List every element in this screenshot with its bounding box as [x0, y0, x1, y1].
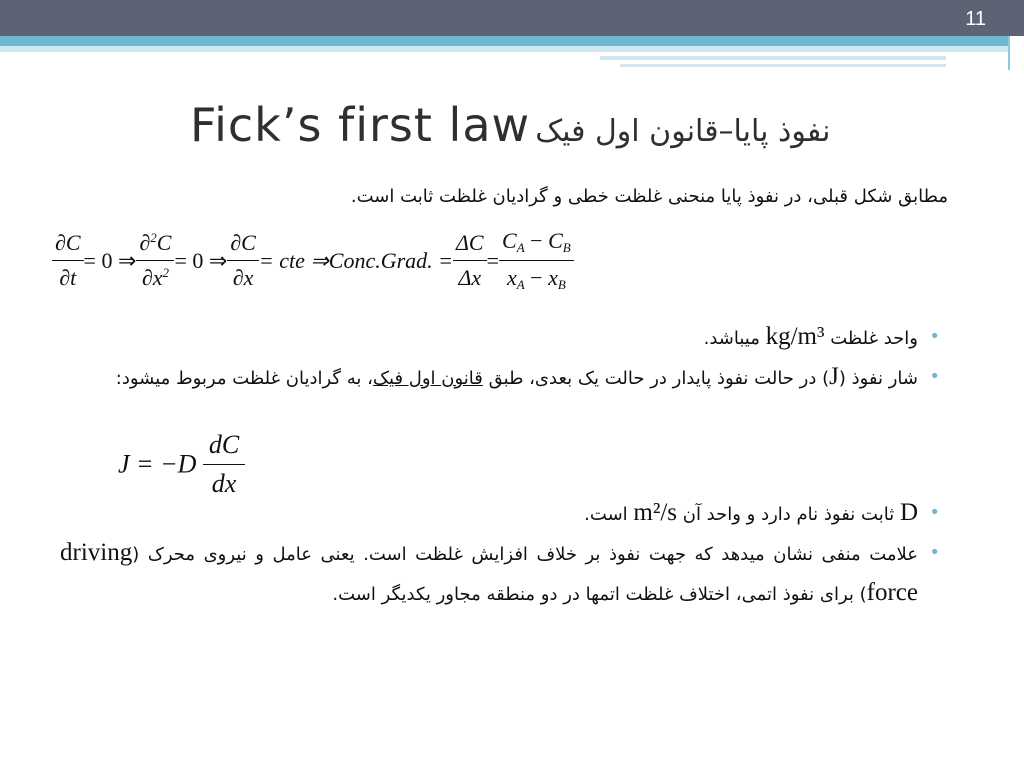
- fraction-denominator: ∂t: [59, 265, 77, 290]
- symbol-d: D: [899, 499, 918, 526]
- fraction-ca-cb-xa-xb: [499, 228, 574, 293]
- symbol-j: J: [829, 363, 839, 390]
- term-driving-force: driving force: [60, 539, 918, 606]
- bullet-dot-icon: •: [929, 326, 940, 347]
- fraction-numerator: ΔC: [453, 230, 487, 261]
- exponent: 2: [150, 230, 157, 245]
- minus-sign: −: [524, 228, 549, 253]
- fraction-numerator: [499, 228, 574, 261]
- minus-sign: −: [524, 265, 549, 290]
- fraction-delta-c-delta-x: [453, 230, 487, 291]
- header-thin-line: [600, 56, 946, 60]
- subscript: A: [516, 277, 525, 292]
- fick-law-link[interactable]: قانون اول فیک: [372, 368, 483, 389]
- unit-m2-s: m²/s: [633, 499, 677, 526]
- equals-zero-implies: = 0 ⇒: [83, 247, 137, 273]
- header-vertical-line: [1008, 36, 1010, 70]
- header-accent-band: [0, 36, 1008, 46]
- fraction-denominator: ∂x: [232, 265, 254, 290]
- bullet-text: علامت منفی نشان میدهد که جهت نفوذ بر خلاف افزایش غلظت است. یعنی عامل و نیروی محرک (: [132, 544, 918, 565]
- header-bar: [0, 0, 1024, 36]
- subscript: B: [557, 277, 566, 292]
- fraction-numerator: dC: [203, 430, 245, 465]
- equation-steady-state: [52, 228, 574, 293]
- bullet-list-top: [60, 318, 940, 398]
- exponent: 2: [162, 265, 169, 280]
- title-persian: نفوذ پایا–قانون اول فیک: [535, 114, 831, 149]
- equals-sign: =: [486, 247, 500, 273]
- bullet-text: ، به گرادیان غلظت مربوط میشود:: [115, 368, 373, 389]
- bullet-text: شار نفوذ (: [838, 368, 918, 389]
- fraction-denominator: [136, 261, 174, 291]
- variable-x: x: [548, 265, 558, 290]
- header-light-band: [0, 46, 1008, 52]
- intro-text: مطابق شکل قبلی، در نفوذ پایا منحنی غلظت خطی و گرادیان غلظت ثابت است.: [350, 186, 948, 207]
- fraction-denominator: dx: [211, 469, 237, 498]
- equals-constant-implies: = cte ⇒: [258, 247, 329, 273]
- unit-kg-m3: kg/m³: [765, 323, 825, 350]
- slide-number: 11: [965, 8, 986, 30]
- bullet-text: ) برای نفوذ اتمی، اختلاف غلظت اتمها در دو منطقه مجاور یکدیگر است.: [332, 584, 867, 605]
- title-english: Fick’s first law: [190, 98, 531, 152]
- subscript: A: [516, 240, 525, 255]
- variable-c: C: [502, 228, 517, 253]
- partial-symbol: ∂: [139, 230, 151, 255]
- bullet-item-diffusion-constant: [60, 494, 940, 534]
- equals-zero-implies-2: = 0 ⇒: [174, 247, 228, 273]
- fraction-denominator: [499, 261, 574, 293]
- bullet-dot-icon: •: [929, 542, 940, 563]
- bullet-text: واحد غلظت: [824, 328, 918, 349]
- fraction-dc-dt: [52, 230, 84, 291]
- bullet-list-bottom: [60, 494, 940, 614]
- bullet-text: ثابت نفوذ نام دارد و واحد آن: [677, 504, 900, 525]
- equation-fick-first-law: [118, 430, 245, 499]
- fraction-numerator: ∂C: [52, 230, 84, 261]
- fraction-denominator: Δx: [458, 265, 482, 290]
- bullet-item-unit: [60, 318, 940, 358]
- fraction-d2c-dx2: [136, 230, 174, 291]
- variable-c: C: [156, 230, 172, 255]
- fraction-numerator: [136, 230, 174, 261]
- concentration-gradient-label: Conc.Grad. =: [328, 247, 453, 273]
- fraction-dc-dx: [227, 230, 259, 291]
- variable-c: C: [548, 228, 563, 253]
- equation-lhs: J = −D: [118, 449, 197, 479]
- bullet-text: است.: [584, 504, 634, 525]
- slide-title: [190, 98, 970, 152]
- fraction-dc-dx-2: [203, 430, 245, 499]
- header-thin-line-2: [620, 64, 946, 67]
- bullet-item-negative-sign: [60, 534, 940, 614]
- bullet-dot-icon: •: [929, 366, 940, 387]
- fraction-numerator: ∂C: [227, 230, 259, 261]
- bullet-item-flux: [60, 358, 940, 398]
- bullet-text: ) در حالت نفوذ پایدار در حالت یک بعدی، طبق: [482, 368, 830, 389]
- bullet-text: میباشد.: [703, 328, 766, 349]
- subscript: B: [562, 240, 571, 255]
- variable-x: x: [506, 265, 517, 290]
- bullet-dot-icon: •: [929, 502, 940, 523]
- partial-x: ∂x: [141, 265, 163, 290]
